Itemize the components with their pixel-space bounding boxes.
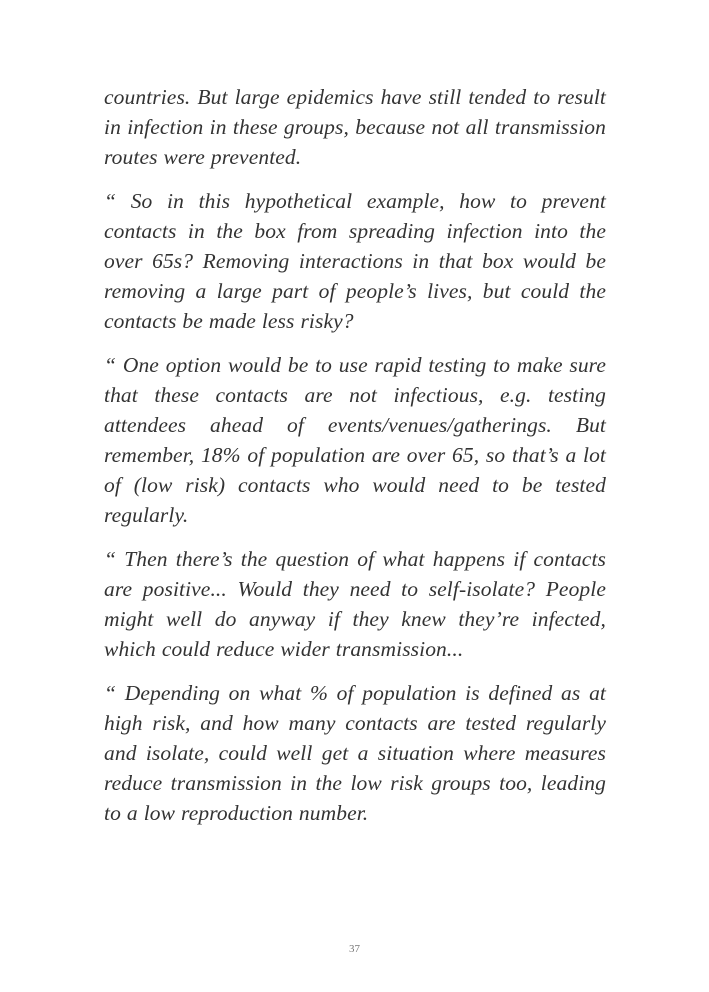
page-number: 37 — [349, 943, 360, 955]
paragraph-2: “ So in this hypothetical example, how to prevent contacts in the box from spreading infection into the over 65s? Removing interactions in that box would be removing a large part of people’s lives, but could the contacts be made less risky? — [104, 189, 606, 333]
paragraph-1: countries. But large epidemics have still tended to result in infection in these groups, because not all transmission routes were prevented. — [104, 85, 606, 169]
paragraph-5: “ Depending on what % of population is defined as at high risk, and how many contacts are tested regularly and isolate, could well get a situation where measures reduce transmission in the low risk groups too, leading to a low reproduction number. — [104, 681, 606, 825]
body-text — [104, 82, 606, 842]
paragraph-4: “ Then there’s the question of what happens if contacts are positive... Would they need to self-isolate? People might well do anyway if they knew they’re infected, which could reduce wider transmission... — [104, 547, 606, 661]
paragraph-3: “ One option would be to use rapid testing to make sure that these contacts are not infectious, e.g. testing attendees ahead of events/venues/gatherings. But remember, 18% of population are over 65, so that’s a lot of (low risk) contacts who would need to be tested regularly. — [104, 353, 606, 527]
